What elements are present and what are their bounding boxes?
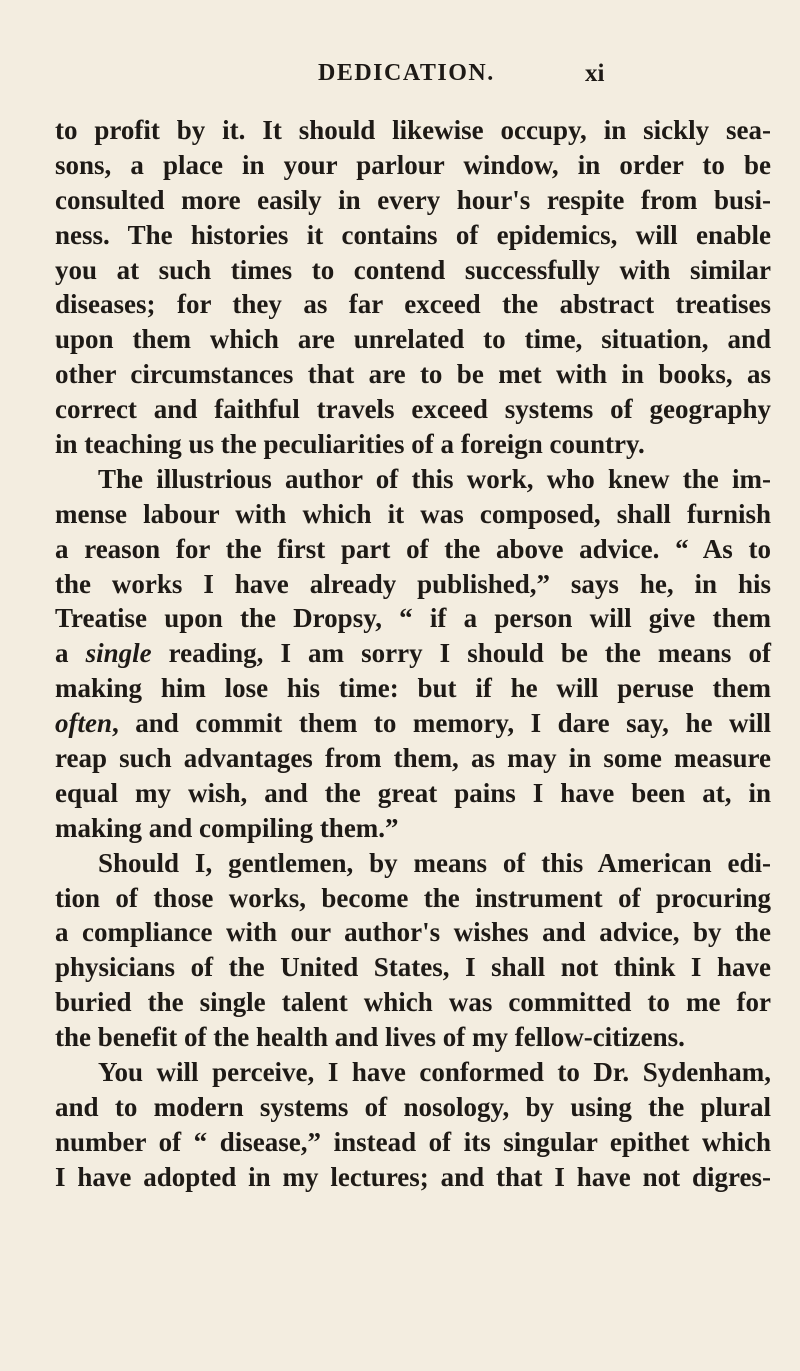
text-line: to profit by it. It should likewise occupy, in sickly sea- xyxy=(55,115,771,145)
text-line: making him lose his time: but if he will peruse them xyxy=(55,673,771,704)
text-line: reap such advantages from them, as may in some measure xyxy=(55,743,771,774)
text-line: physicians of the United States, I shall not think I have xyxy=(55,952,771,983)
emphasis: often xyxy=(55,708,112,739)
text-line: You will perceive, I have conformed to Dr. Sydenham, xyxy=(98,1057,771,1088)
text-line: often, and commit them to memory, I dare say, he will xyxy=(55,708,771,739)
emphasis: single xyxy=(85,638,152,669)
page-number: xi xyxy=(585,60,605,87)
text-line: the works I have already published,” says he, in his xyxy=(55,568,771,599)
text-line: in teaching us the peculiarities of a foreign country. xyxy=(55,429,645,460)
running-title: DEDICATION. xyxy=(318,60,495,86)
text-line: a compliance with our author's wishes and advice, by the xyxy=(55,917,771,948)
text-line: I have adopted in my lectures; and that I have not digres- xyxy=(55,1161,771,1192)
text-line: a reason for the first part of the above advice. “ As to xyxy=(55,533,771,564)
text-line: mense labour with which it was composed, shall furnish xyxy=(55,498,771,529)
text-line: tion of those works, become the instrument of procuring xyxy=(55,882,771,913)
text-line: and to modern systems of nosology, by using the plural xyxy=(55,1091,771,1122)
text-line: a single reading, I am sorry I should be the means of xyxy=(55,638,771,669)
text-line: ness. The histories it contains of epidemics, will enable xyxy=(55,219,771,250)
text-line: number of “ disease,” instead of its singular epithet which xyxy=(55,1126,771,1157)
text-line: The illustrious author of this work, who knew the im- xyxy=(98,463,771,494)
text-line: the benefit of the health and lives of my fellow-citizens. xyxy=(55,1022,685,1053)
text-line: you at such times to contend successfully with similar xyxy=(55,254,771,285)
text-line: sons, a place in your parlour window, in order to be xyxy=(55,149,771,180)
text-line: Should I, gentlemen, by means of this American edi- xyxy=(98,847,771,878)
text-line: making and compiling them.” xyxy=(55,812,399,843)
text-line: diseases; for they as far exceed the abstract treatises xyxy=(55,289,771,320)
text-line: buried the single talent which was committed to me for xyxy=(55,987,771,1018)
body-text xyxy=(55,113,771,1195)
text-line: consulted more easily in every hour's respite from busi- xyxy=(55,184,771,215)
text-line: equal my wish, and the great pains I have been at, in xyxy=(55,777,771,808)
text-line: upon them which are unrelated to time, situation, and xyxy=(55,324,771,355)
text-line: Treatise upon the Dropsy, “ if a person will give them xyxy=(55,603,771,634)
text-line: other circumstances that are to be met with in books, as xyxy=(55,359,771,390)
running-head xyxy=(0,60,800,100)
text-line: correct and faithful travels exceed systems of geography xyxy=(55,394,771,425)
